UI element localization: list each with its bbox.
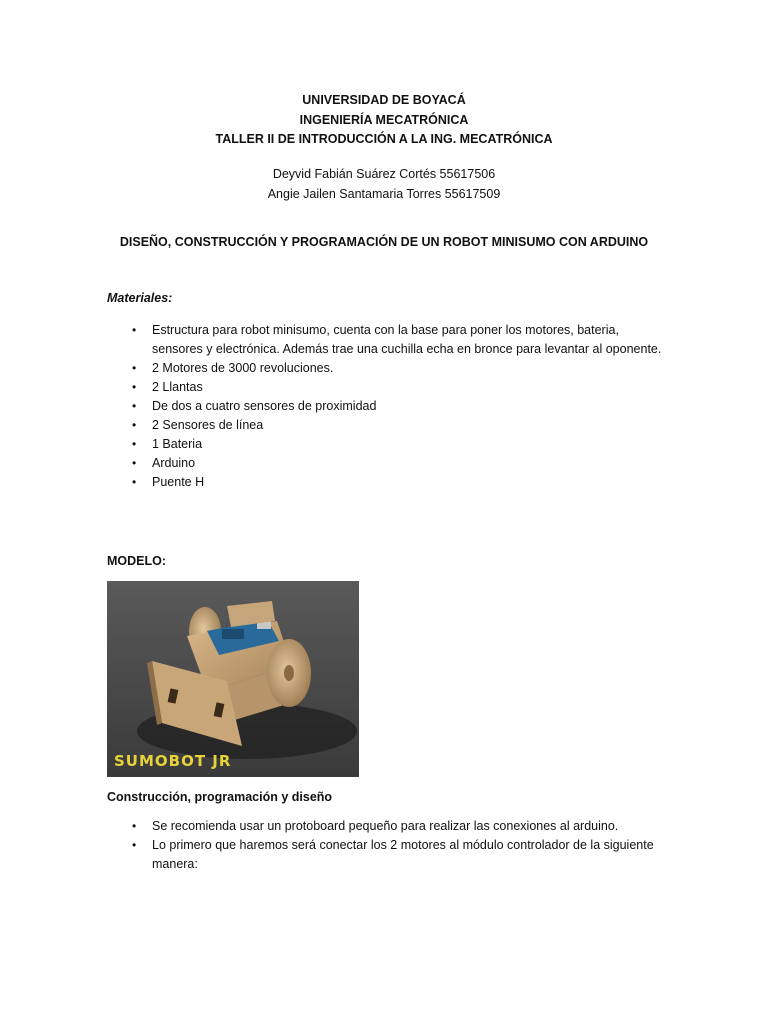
faculty-name: INGENIERÍA MECATRÓNICA [299,112,469,127]
bullet-icon: • [132,456,137,470]
course-name: TALLER II DE INTRODUCCIÓN A LA ING. MECATRÓNICA [215,132,553,146]
bullet-icon: • [132,380,137,394]
author-2: Angie Jailen Santamaria Torres 55617509 [267,186,501,201]
list-item: • De dos a cuatro sensores de proximidad [107,397,667,416]
bullet-icon: • [132,437,137,451]
list-item: • 1 Bateria [107,435,667,454]
modelo-heading: MODELO: [107,554,167,568]
bullet-icon: • [132,838,137,852]
robot-photo [107,581,359,777]
bullet-icon: • [132,475,137,489]
list-item: • 2 Sensores de línea [107,416,667,435]
document-header [0,91,768,150]
bullet-icon: • [132,361,137,375]
list-item: • Se recomienda usar un protoboard pequeño para realizar las conexiones al arduino. [107,817,667,836]
document-title: DISEÑO, CONSTRUCCIÓN Y PROGRAMACIÓN DE UN ROBOT MINISUMO CON ARDUINO [119,235,649,249]
bullet-icon: • [132,323,137,337]
materiales-heading: Materiales: [107,291,173,305]
sumobot-image [107,581,359,777]
list-item: • Puente H [107,473,667,492]
list-item: • 2 Llantas [107,378,667,397]
materiales-list [107,321,667,492]
list-item: • 2 Motores de 3000 revoluciones. [107,359,667,378]
construccion-list [107,817,667,874]
list-item: • Arduino [107,454,667,473]
list-item: • Lo primero que haremos será conectar los 2 motores al módulo controlador de la siguiente manera: [132,838,654,871]
bullet-icon: • [132,399,137,413]
construccion-heading: Construcción, programación y diseño [107,790,333,804]
bullet-icon: • [132,819,137,833]
authors-block [0,165,768,204]
university-name: UNIVERSIDAD DE BOYACÁ [302,93,466,107]
bullet-icon: • [132,418,137,432]
list-item: • Estructura para robot minisumo, cuenta con la base para poner los motores, bateria, sensores y electrónica. Además trae una cuchilla echa en bronce para levantar al oponente. [132,323,662,356]
author-1: Deyvid Fabián Suárez Cortés 55617506 [272,167,496,181]
image-caption: SUMOBOT JR [114,752,232,770]
